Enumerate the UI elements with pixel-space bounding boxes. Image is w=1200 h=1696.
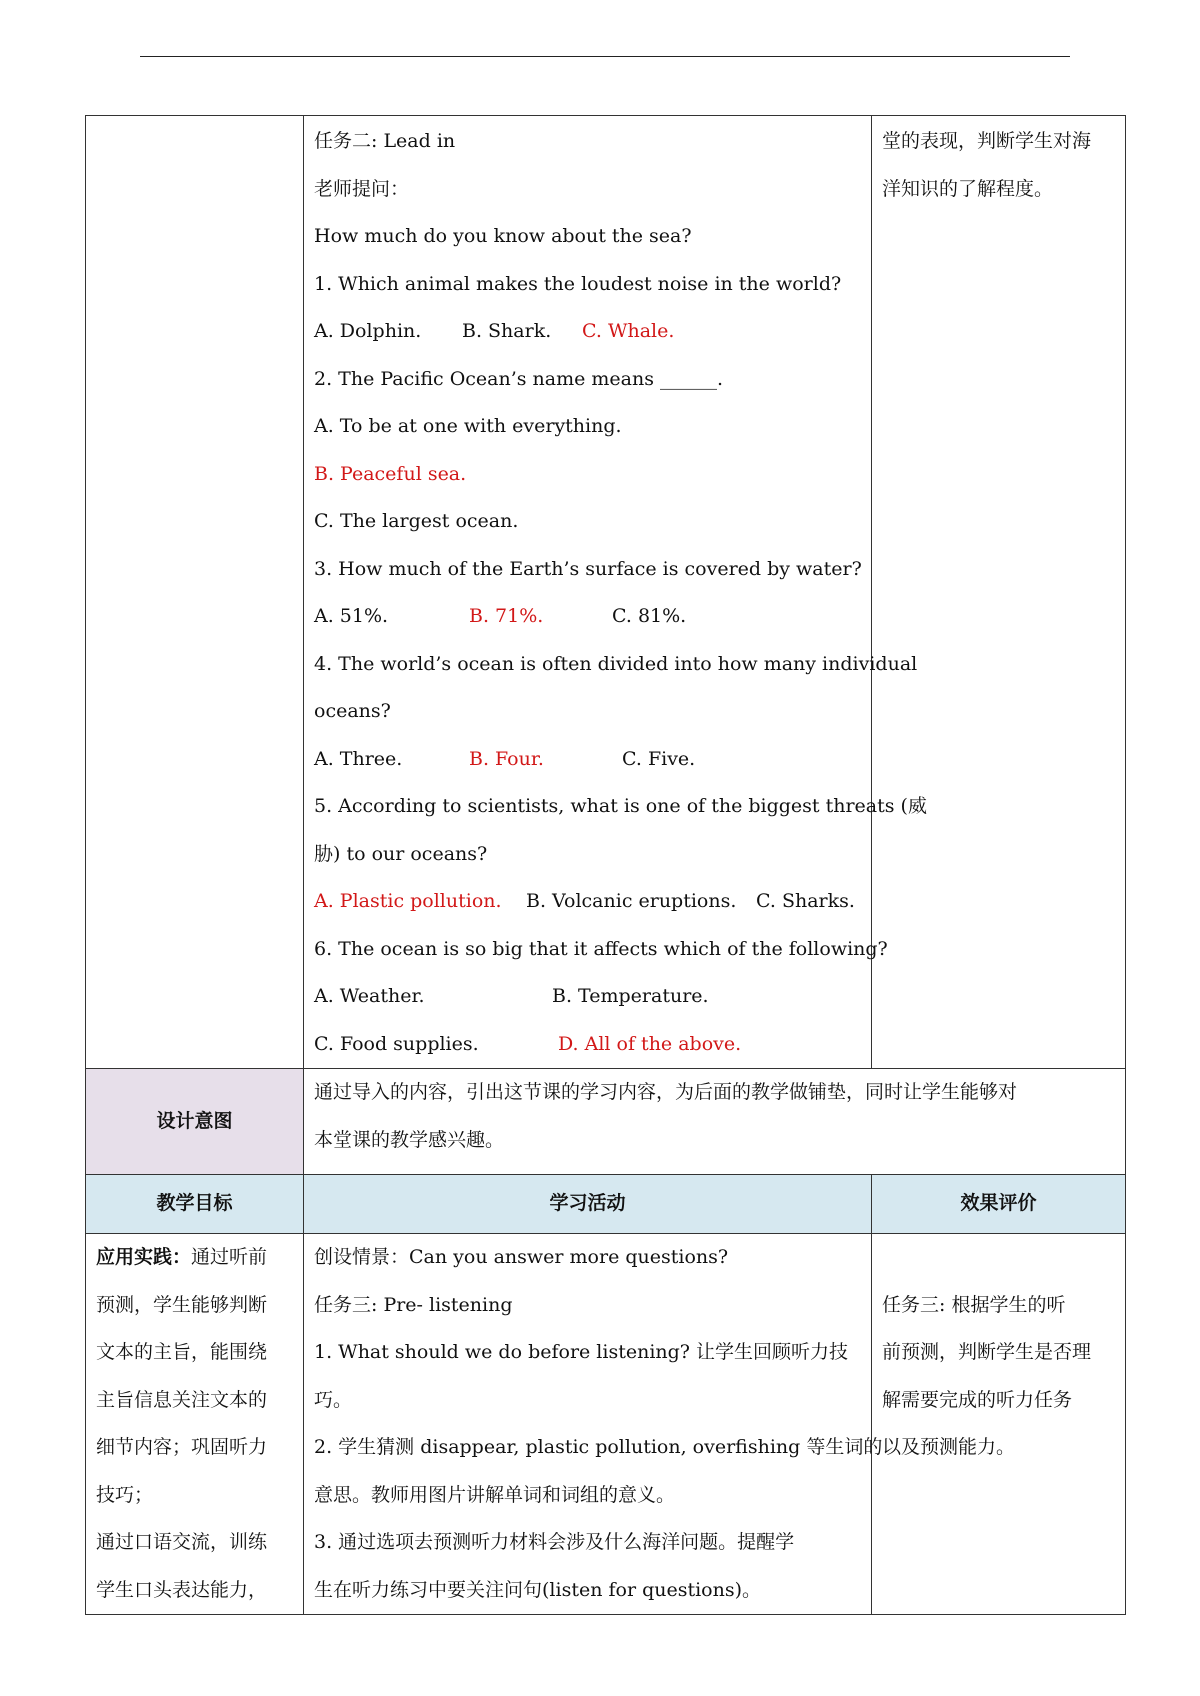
activity-item3-line1: 3. 通过选项去预测听力材料会涉及什么海洋问题。提醒学 xyxy=(314,1531,795,1553)
q3-option-b-answer: B. 71%. xyxy=(469,605,544,627)
eval-top-line1: 堂的表现，判断学生对海 xyxy=(882,130,1092,152)
q1-option-b: B. Shark. xyxy=(462,320,552,342)
q6-options-row1 xyxy=(314,973,861,1021)
header-rule xyxy=(140,56,1070,57)
header-goal: 教学目标 xyxy=(86,1175,304,1234)
activity-item3-line2: 生在听力练习中要关注问句(listen for questions)。 xyxy=(314,1578,762,1601)
q2-option-a: A. To be at one with everything. xyxy=(314,415,622,437)
q4-text-line2: oceans? xyxy=(314,700,391,722)
lesson-plan-table xyxy=(85,115,1126,1615)
task2-activity-cell xyxy=(304,116,927,1069)
q4-option-b-answer: B. Four. xyxy=(469,747,544,770)
q5-text-line2: 胁) to our oceans? xyxy=(314,842,488,865)
eval-top-line2: 洋知识的了解程度。 xyxy=(882,177,1054,200)
header-activity: 学习活动 xyxy=(304,1175,872,1234)
activity-cell xyxy=(304,1234,883,1615)
teacher-asks: 老师提问： xyxy=(314,177,410,200)
intro-question: How much do you know about the sea? xyxy=(314,225,692,247)
design-intent-cell xyxy=(304,1069,1126,1175)
q3-options xyxy=(314,593,861,641)
q3-text: 3. How much of the Earth’s surface is covered by water? xyxy=(314,557,862,580)
goal-line-8: 学生口头表达能力， xyxy=(96,1578,268,1601)
design-intent-line2: 本堂课的教学感兴趣。 xyxy=(314,1128,505,1151)
goal-line-1 xyxy=(96,1234,293,1282)
activity-item1-line2: 巧。 xyxy=(314,1388,353,1411)
activity-scenario: 创设情景：Can you answer more questions? xyxy=(314,1246,729,1268)
q1-option-c-answer: C. Whale. xyxy=(582,320,675,342)
q4-text-line1: 4. The world’s ocean is often divided into how many individual xyxy=(314,652,918,675)
eval-line-3: 解需要完成的听力任务 xyxy=(882,1388,1073,1411)
q4-option-c: C. Five. xyxy=(622,747,696,770)
goal-bold-lead: 应用实践： xyxy=(96,1246,192,1268)
q6-option-d-answer: D. All of the above. xyxy=(558,1032,742,1055)
design-intent-line1: 通过导入的内容，引出这节课的学习内容，为后面的教学做铺垫，同时让学生能够对 xyxy=(314,1081,1018,1103)
q3-option-a: A. 51%. xyxy=(314,605,389,627)
q6-option-a: A. Weather. xyxy=(314,985,425,1007)
q2-option-b-answer: B. Peaceful sea. xyxy=(314,462,467,485)
activity-item2-line1: 2. 学生猜测 disappear, plastic pollution, overfishing 等生词的 xyxy=(314,1436,883,1458)
q5-option-b: B. Volcanic eruptions. xyxy=(526,890,737,912)
q3-option-c: C. 81%. xyxy=(612,605,687,627)
goal-line-6: 技巧； xyxy=(96,1483,154,1506)
q5-options xyxy=(314,878,861,926)
task2-eval-cell xyxy=(872,116,1126,1069)
eval-line-4: 以及预测能力。 xyxy=(882,1436,1016,1458)
eval-cell xyxy=(872,1234,1126,1615)
task3-row xyxy=(86,1234,1126,1615)
eval-line-2: 前预测，判断学生是否理 xyxy=(882,1341,1092,1363)
goal-line-5: 细节内容；巩固听力 xyxy=(96,1436,268,1458)
goal-line-3: 文本的主旨，能围绕 xyxy=(96,1341,268,1363)
activity-item2-line2: 意思。教师用图片讲解单词和词组的意义。 xyxy=(314,1483,676,1506)
task2-title: 任务二: Lead in xyxy=(314,130,456,152)
q1-option-a: A. Dolphin. xyxy=(314,320,422,342)
q4-option-a: A. Three. xyxy=(314,747,403,770)
q6-option-c: C. Food supplies. xyxy=(314,1032,479,1055)
q6-option-b: B. Temperature. xyxy=(552,985,709,1007)
q5-option-a-answer: A. Plastic pollution. xyxy=(314,890,502,912)
design-intent-row xyxy=(86,1069,1126,1175)
q4-options xyxy=(314,736,861,784)
goal-line-1-text: 通过听前 xyxy=(191,1246,268,1268)
goal-line-4: 主旨信息关注文本的 xyxy=(96,1388,268,1411)
goal-line-7: 通过口语交流，训练 xyxy=(96,1531,268,1553)
goal-cell xyxy=(86,1234,304,1615)
q5-text-line1: 5. According to scientists, what is one of the biggest threats (威 xyxy=(314,795,927,817)
q2-option-c: C. The largest ocean. xyxy=(314,510,519,532)
eval-spacer xyxy=(882,1234,1115,1282)
q1-text: 1. Which animal makes the loudest noise in the world? xyxy=(314,272,842,295)
header-row xyxy=(86,1175,1126,1234)
design-intent-label: 设计意图 xyxy=(86,1069,304,1175)
q6-options-row2 xyxy=(314,1021,861,1069)
activity-item1-line1: 1. What should we do before listening? 让学生回顾听力技 xyxy=(314,1341,849,1363)
q5-option-c: C. Sharks. xyxy=(756,890,855,912)
empty-goal-cell xyxy=(86,116,304,1069)
header-eval: 效果评价 xyxy=(872,1175,1126,1234)
eval-line-1: 任务三: 根据学生的听 xyxy=(882,1293,1066,1316)
activity-task3: 任务三: Pre- listening xyxy=(314,1293,513,1316)
q1-options xyxy=(314,308,861,356)
goal-line-2: 预测，学生能够判断 xyxy=(96,1293,268,1316)
q2-text: 2. The Pacific Ocean’s name means ______. xyxy=(314,367,724,390)
task2-row xyxy=(86,116,1126,1069)
q6-text: 6. The ocean is so big that it affects which of the following? xyxy=(314,937,888,960)
